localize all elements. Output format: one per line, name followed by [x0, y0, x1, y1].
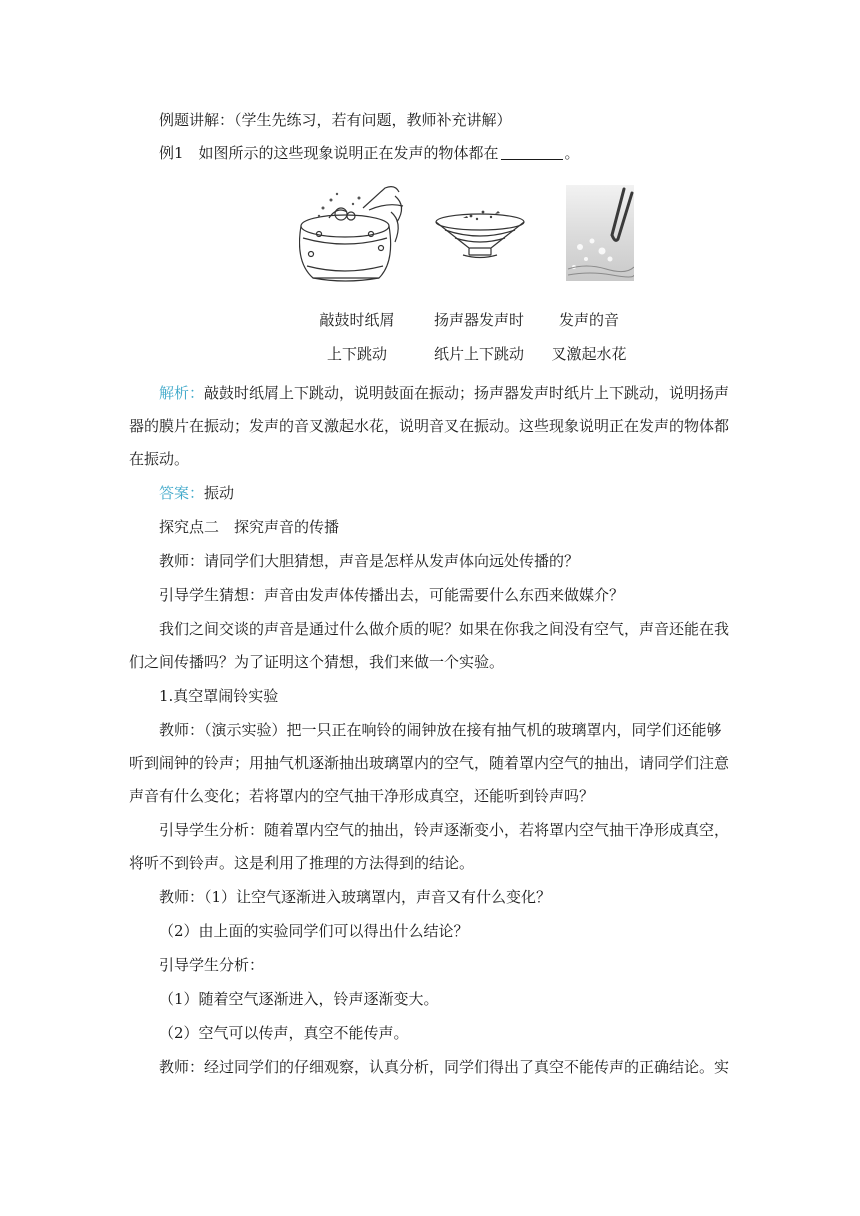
paragraph-teacher-conclusion: 教师：经过同学们的仔细观察，认真分析，同学们得出了真空不能传声的正确结论。实	[159, 1058, 730, 1076]
drum-caption-line1: 敲鼓时纸屑	[319, 311, 395, 329]
paragraph-medium-line1: 我们之间交谈的声音是通过什么做介质的呢？如果在你我之间没有空气，声音还能在我	[159, 620, 730, 638]
analysis-line2: 器的膜片在振动；发声的音叉激起水花，说明音叉在振动。这些现象说明正在发声的物体都	[129, 417, 730, 435]
paragraph-teacher-step1: 教师：（1）让空气逐渐进入玻璃罩内，声音又有什么变化？	[159, 888, 552, 906]
analysis-label: 解析：	[159, 384, 205, 402]
paragraph-demo-line3: 声音有什么变化；若将罩内的空气抽干净形成真空，还能听到铃声吗？	[129, 787, 595, 805]
tuning-fork-photo	[566, 185, 634, 281]
paragraph-result1: （1）随着空气逐渐进入，铃声逐渐变大。	[159, 990, 439, 1008]
answer-label: 答案：	[159, 484, 205, 502]
paragraph-analysis-line2: 将听不到铃声。这是利用了推理的方法得到的结论。	[129, 854, 475, 872]
answer-blank	[501, 145, 563, 160]
paragraph-demo-line2: 听到闹钟的铃声；用抽气机逐渐抽出玻璃罩内的空气，随着罩内空气的抽出，请同学们注意	[129, 754, 730, 772]
answer-value: 振动	[204, 484, 235, 502]
fork-caption-line2: 叉激起水花	[551, 345, 627, 363]
speaker-illustration	[433, 208, 527, 264]
paragraph-guide-analysis: 引导学生分析：	[159, 956, 265, 974]
analysis-line1	[159, 383, 729, 403]
analysis-text-line1: 敲鼓时纸屑上下跳动，说明鼓面在振动；扬声器发声时纸片上下跳动，说明扬声	[204, 384, 730, 402]
drum-illustration	[299, 182, 415, 286]
drum-caption-line2: 上下跳动	[326, 345, 387, 363]
paragraph-result2: （2）空气可以传声，真空不能传声。	[159, 1024, 409, 1042]
paragraph-medium-line2: 们之间传播吗？为了证明这个猜想，我们来做一个实验。	[129, 653, 505, 671]
paragraph-analysis-line1: 引导学生分析：随着罩内空气的抽出，铃声逐渐变小，若将罩内空气抽干净形成真空，	[159, 821, 730, 839]
example1-suffix: 。	[564, 144, 580, 162]
speaker-caption-line2: 纸片上下跳动	[433, 345, 524, 363]
answer-line	[159, 483, 234, 503]
subsection-title: 1.真空罩闹铃实验	[159, 687, 279, 705]
fork-caption-line1: 发声的音	[558, 311, 619, 329]
analysis-line3: 在振动。	[129, 450, 190, 468]
paragraph-teacher-step2: （2）由上面的实验同学们可以得出什么结论？	[159, 922, 469, 940]
paragraph-demo-line1: 教师：（演示实验）把一只正在响铃的闹钟放在接有抽气机的玻璃罩内，同学们还能够	[159, 721, 722, 739]
example1-prefix: 例1 如图所示的这些现象说明正在发声的物体都在	[159, 144, 499, 162]
paragraph-teacher-question: 教师：请同学们大胆猜想，声音是怎样从发声体向远处传播的？	[159, 552, 580, 570]
example-intro: 例题讲解：（学生先练习，若有问题，教师补充讲解）	[159, 111, 512, 129]
section-title: 探究点二 探究声音的传播	[159, 518, 340, 536]
example1-question	[159, 143, 580, 163]
speaker-caption-line1: 扬声器发声时	[433, 311, 524, 329]
paragraph-guide-guess: 引导学生猜想：声音由发声体传播出去，可能需要什么东西来做媒介？	[159, 586, 625, 604]
